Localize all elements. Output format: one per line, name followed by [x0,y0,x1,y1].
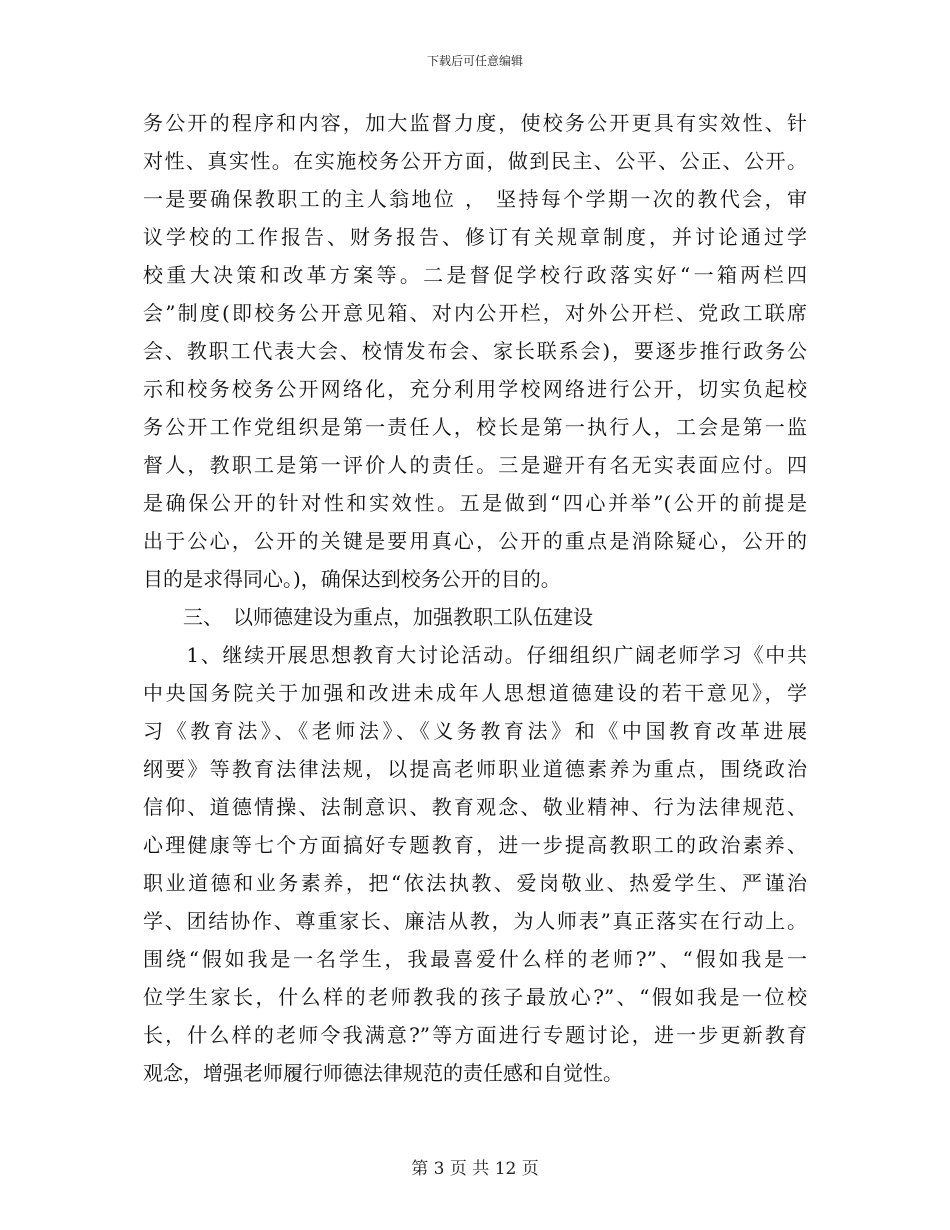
text-line: 示和校务校务公开网络化，充分利用学校网络进行公开，切实负起校 [143,377,807,401]
text-line: 中央国务院关于加强和改进未成年人思想道德建设的若干意见》，学 [143,681,807,705]
text-line: 长，什么样的老师令我满意?”等方面进行专题讨论，进一步更新教育 [143,1023,807,1047]
text-line: 一是要确保教职工的主人翁地位 ， 坚持每个学期一次的教代会，审 [143,187,807,211]
text-line: 心理健康等七个方面搞好专题教育，进一步提高教职工的政治素养、 [143,833,807,857]
text-line: 习《教育法》、《老师法》、《义务教育法》和《中国教育改革进展 [143,719,807,743]
text-line: 督人，教职工是第一评价人的责任。三是避开有名无实表面应付。四 [143,453,807,477]
text-line: 务公开工作党组织是第一责任人，校长是第一执行人，工会是第一监 [143,415,807,439]
text-line: 会、教职工代表大会、校情发布会、家长联系会)，要逐步推行政务公 [143,339,807,363]
document-body [143,104,807,1092]
text-line: 是确保公开的针对性和实效性。五是做到“四心并举”(公开的前提是 [143,491,807,515]
text-line: 校重大决策和改革方案等。二是督促学校行政落实好“一箱两栏四 [143,263,807,287]
text-line: 位学生家长，什么样的老师教我的孩子最放心?”、“假如我是一位校 [143,985,807,1009]
text-line: 目的是求得同心。)，确保达到校务公开的目的。 [143,567,561,591]
page-header-note: 下载后可任意编辑 [426,54,523,68]
text-line: 议学校的工作报告、财务报告、修订有关规章制度，并讨论通过学 [143,225,807,249]
text-line: 观念，增强老师履行师德法律规范的责任感和自觉性。 [143,1061,623,1085]
text-line: 会”制度(即校务公开意见箱、对内公开栏，对外公开栏、党政工联席 [143,301,807,325]
text-line: 学、团结协作、尊重家长、廉洁从教，为人师表”真正落实在行动上。 [143,909,807,933]
text-line: 纲要》等教育法律法规，以提高老师职业道德素养为重点，围绕政治 [143,757,807,781]
text-line: 务公开的程序和内容，加大监督力度，使校务公开更具有实效性、针 [143,111,807,135]
text-line: 1、继续开展思想教育大讨论活动。仔细组织广阔老师学习《中共 [143,643,807,667]
text-line: 围绕“假如我是一名学生，我最喜爱什么样的老师?”、“假如我是一 [143,947,807,971]
text-line: 职业道德和业务素养，把“依法执教、爱岗敬业、热爱学生、严谨治 [143,871,807,895]
text-line: 出于公心，公开的关键是要用真心，公开的重点是消除疑心，公开的 [143,529,807,553]
section-heading: 三、 以师德建设为重点，加强教职工队伍建设 [143,605,593,629]
text-line: 对性、真实性。在实施校务公开方面，做到民主、公平、公正、公开。 [143,149,807,173]
page-number-footer: 第 3 页 共 12 页 [411,1159,539,1179]
text-line: 信仰、道德情操、法制意识、教育观念、敬业精神、行为法律规范、 [143,795,807,819]
